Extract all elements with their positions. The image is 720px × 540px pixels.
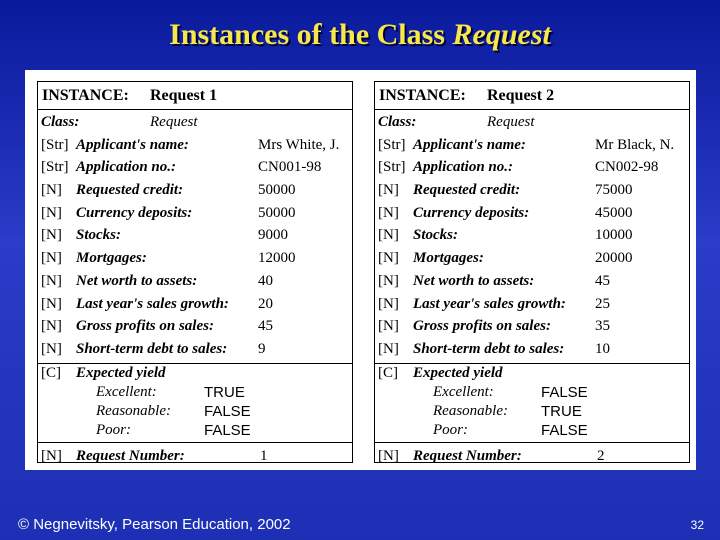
attribute-type: [N] — [378, 182, 399, 199]
attribute-name: Mortgages: — [76, 250, 147, 267]
attribute-name: Applicant's name: — [413, 136, 526, 153]
attribute-name: Application no.: — [413, 159, 514, 176]
attribute-row — [38, 293, 352, 316]
expected-yield-header — [375, 364, 689, 383]
attribute-type: [N] — [41, 272, 62, 289]
attribute-row — [38, 270, 352, 293]
expected-yield-section — [375, 363, 689, 443]
instance-label: INSTANCE: — [42, 87, 129, 104]
attribute-row — [375, 224, 689, 247]
class-value: Request — [150, 114, 198, 130]
yield-option-value: FALSE — [541, 421, 588, 439]
yield-option-row — [38, 402, 352, 421]
attribute-row — [375, 179, 689, 202]
attribute-type: [N] — [41, 227, 62, 244]
attribute-type: [N] — [41, 204, 62, 221]
attribute-name: Last year's sales growth: — [413, 295, 566, 312]
request-number-type: [N] — [378, 447, 399, 464]
attribute-name: Short-term debt to sales: — [76, 340, 228, 357]
attribute-row — [38, 224, 352, 247]
request-number-value: 1 — [260, 447, 268, 464]
attribute-row — [38, 202, 352, 225]
attribute-type: [N] — [41, 250, 62, 267]
yield-option-row — [38, 421, 352, 440]
attribute-type: [N] — [378, 204, 399, 221]
attribute-row — [375, 270, 689, 293]
slide-title-italic: Request — [452, 18, 551, 51]
attribute-type: [N] — [378, 272, 399, 289]
attribute-type: [N] — [41, 318, 62, 335]
attribute-name: Gross profits on sales: — [413, 318, 551, 335]
instance-name: Request 1 — [150, 87, 218, 104]
slide-title-main: Instances of the Class — [169, 18, 445, 51]
attribute-type: [N] — [378, 295, 399, 312]
attribute-value: CN001-98 — [258, 159, 322, 176]
request-number-row — [38, 443, 352, 469]
attribute-value: 25 — [595, 295, 610, 312]
attribute-type: [N] — [378, 227, 399, 244]
attribute-value: CN002-98 — [595, 159, 659, 176]
expected-yield-header — [38, 364, 352, 383]
yield-option-label: Reasonable: — [96, 402, 171, 419]
yield-option-value: TRUE — [541, 402, 582, 420]
yield-type: [C] — [41, 364, 61, 381]
attribute-type: [Str] — [378, 136, 406, 153]
attribute-row — [375, 156, 689, 179]
instance-header — [38, 82, 352, 110]
attribute-value: 9 — [258, 340, 266, 357]
attribute-value: 50000 — [258, 182, 296, 199]
attribute-type: [Str] — [41, 159, 69, 176]
request-number-label: Request Number: — [413, 447, 522, 464]
attribute-value: 45000 — [595, 204, 633, 221]
attribute-row — [375, 134, 689, 157]
attribute-type: [N] — [41, 340, 62, 357]
attribute-type: [N] — [41, 182, 62, 199]
attribute-name: Requested credit: — [413, 182, 521, 199]
yield-option-label: Reasonable: — [433, 402, 508, 419]
expected-yield-section — [38, 363, 352, 443]
attribute-name: Gross profits on sales: — [76, 318, 214, 335]
attribute-value: Mrs White, J. — [258, 136, 340, 153]
attribute-value: 40 — [258, 272, 273, 289]
request-number-value: 2 — [597, 447, 605, 464]
attribute-name: Currency deposits: — [413, 204, 530, 221]
class-label: Class: — [378, 114, 417, 130]
attribute-row — [375, 338, 689, 361]
class-row — [375, 111, 689, 134]
attribute-value: 45 — [258, 318, 273, 335]
attribute-row — [375, 293, 689, 316]
yield-option-label: Excellent: — [96, 383, 157, 400]
attribute-row — [38, 315, 352, 338]
attribute-row — [375, 202, 689, 225]
attribute-row — [375, 315, 689, 338]
instance-label: INSTANCE: — [379, 87, 466, 104]
instance-card-1 — [37, 81, 353, 463]
attribute-value: Mr Black, N. — [595, 136, 675, 153]
attribute-name: Currency deposits: — [76, 204, 193, 221]
yield-name: Expected yield — [76, 364, 166, 381]
yield-option-row — [38, 383, 352, 402]
footer-copyright: © Negnevitsky, Pearson Education, 2002 — [18, 516, 291, 533]
attribute-row — [375, 247, 689, 270]
attribute-type: [N] — [378, 340, 399, 357]
attribute-type: [N] — [378, 250, 399, 267]
attribute-row — [38, 247, 352, 270]
yield-option-value: FALSE — [204, 402, 251, 420]
yield-option-value: FALSE — [204, 421, 251, 439]
attribute-name: Applicant's name: — [76, 136, 189, 153]
instance-name: Request 2 — [487, 87, 555, 104]
yield-option-label: Poor: — [96, 421, 131, 438]
attribute-row — [38, 179, 352, 202]
attribute-value: 45 — [595, 272, 610, 289]
attribute-name: Stocks: — [76, 227, 121, 244]
request-number-row — [375, 443, 689, 469]
attribute-list — [375, 110, 689, 361]
class-value: Request — [487, 114, 535, 130]
yield-option-label: Poor: — [433, 421, 468, 438]
attribute-name: Stocks: — [413, 227, 458, 244]
yield-option-row — [375, 383, 689, 402]
content-panel — [25, 70, 696, 470]
request-number-label: Request Number: — [76, 447, 185, 464]
attribute-value: 12000 — [258, 250, 296, 267]
attribute-row — [38, 156, 352, 179]
attribute-name: Requested credit: — [76, 182, 184, 199]
instance-card-2 — [374, 81, 690, 463]
instance-header — [375, 82, 689, 110]
attribute-value: 9000 — [258, 227, 288, 244]
class-label: Class: — [41, 114, 80, 130]
attribute-value: 50000 — [258, 204, 296, 221]
class-row — [38, 111, 352, 134]
attribute-type: [N] — [378, 318, 399, 335]
attribute-type: [Str] — [41, 136, 69, 153]
attribute-row — [38, 338, 352, 361]
yield-option-row — [375, 402, 689, 421]
attribute-value: 20000 — [595, 250, 633, 267]
attribute-type: [Str] — [378, 159, 406, 176]
yield-option-value: FALSE — [541, 383, 588, 401]
attribute-name: Application no.: — [76, 159, 177, 176]
attribute-name: Net worth to assets: — [76, 272, 198, 289]
yield-option-label: Excellent: — [433, 383, 494, 400]
attribute-name: Short-term debt to sales: — [413, 340, 565, 357]
attribute-value: 35 — [595, 318, 610, 335]
attribute-name: Net worth to assets: — [413, 272, 535, 289]
attribute-type: [N] — [41, 295, 62, 312]
slide-title — [0, 18, 720, 52]
attribute-list — [38, 110, 352, 361]
yield-type: [C] — [378, 364, 398, 381]
attribute-value: 10 — [595, 340, 610, 357]
attribute-value: 75000 — [595, 182, 633, 199]
attribute-name: Last year's sales growth: — [76, 295, 229, 312]
yield-name: Expected yield — [413, 364, 503, 381]
attribute-row — [38, 134, 352, 157]
request-number-type: [N] — [41, 447, 62, 464]
yield-option-row — [375, 421, 689, 440]
attribute-value: 20 — [258, 295, 273, 312]
yield-option-value: TRUE — [204, 383, 245, 401]
attribute-name: Mortgages: — [413, 250, 484, 267]
attribute-value: 10000 — [595, 227, 633, 244]
page-number: 32 — [690, 518, 704, 532]
